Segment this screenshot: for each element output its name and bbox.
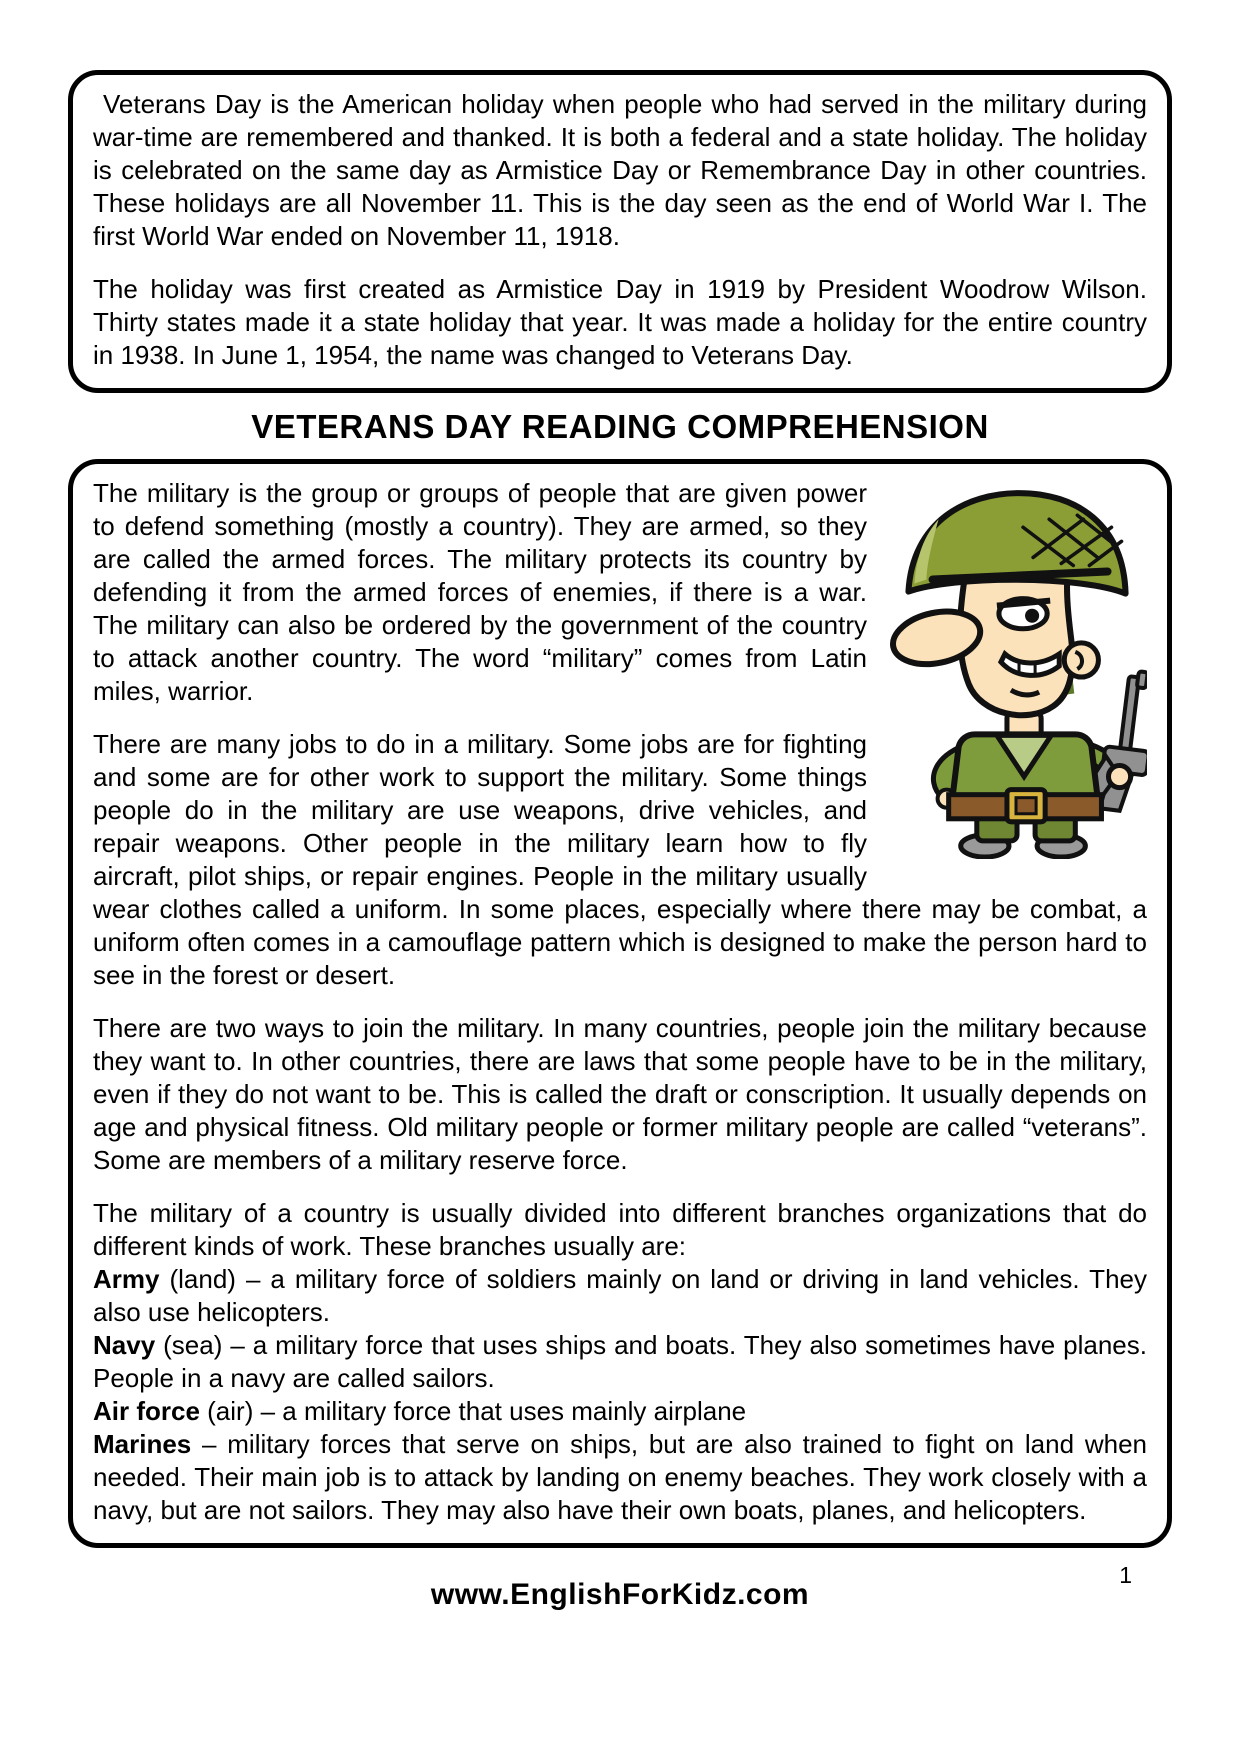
branch-text: (air) – a military force that uses mainly airplane bbox=[199, 1396, 747, 1426]
intro-paragraph: Veterans Day is the American holiday when people who had served in the military during war-time are remembered and thanked. It is both a federal and a state holiday. The holiday is celebrated on the same day as Armistice Day or Remembrance Day in other countries. These holidays are all November 11. This is the day seen as the end of World War I. The first World War ended on November 11, 1918. bbox=[93, 89, 1147, 251]
branch-text: – military forces that serve on ships, but are also trained to fight on land when needed. Their main job is to attack by landing on enemy beaches. They work closely with a navy, but are not sailors. They may also have their own boats, planes, and helicopters. bbox=[93, 1429, 1147, 1525]
reading-paragraph: The military of a country is usually divided into different branches organizations that do different kinds of work. These branches usually are: bbox=[93, 1198, 1147, 1261]
soldier-cartoon-svg bbox=[883, 477, 1147, 859]
branch-name: Navy bbox=[93, 1330, 156, 1360]
soldier-pupil bbox=[1025, 609, 1039, 623]
reading-paragraph: The military is the group or groups of people that are given power to defend something (mostly a country). They are armed, so they are called the armed forces. The military protects its country by defending it from the armed forces of enemies, if there is a war. The military can also be ordered by the government of the country to attack another country. The word “military” comes from Latin miles, warrior. bbox=[93, 478, 867, 706]
website-link: www.EnglishForKidz.com bbox=[430, 1578, 810, 1611]
reading-paragraph: There are two ways to join the military. In many countries, people join the military because they want to. In other countries, there are laws that some people have to be in the military, even if they do not want to be. This is called the draft or conscription. It usually depends on age and physical fitness. Old military people or former military people are called “veterans”. Some are members of a military reserve force. bbox=[93, 1013, 1147, 1175]
branch-item-marines bbox=[93, 1428, 1147, 1527]
branch-text: (sea) – a military force that uses ships and boats. They also sometimes have planes. People in a navy are called sailors. bbox=[93, 1330, 1147, 1393]
page-title: VETERANS DAY READING COMPREHENSION bbox=[251, 408, 989, 445]
intro-paragraph: The holiday was first created as Armistice Day in 1919 by President Woodrow Wilson. Thirty states made it a state holiday that year. It was made a holiday for the entire country in 1938. In June 1, 1954, the name was changed to Veterans Day. bbox=[93, 274, 1147, 370]
soldier-buckle-inner bbox=[1016, 798, 1036, 814]
intro-text-box bbox=[68, 70, 1172, 393]
branch-name: Army bbox=[93, 1264, 160, 1294]
branch-item-air-force bbox=[93, 1395, 1147, 1428]
page-number: 1 bbox=[1119, 1562, 1132, 1588]
soldier-right-hand bbox=[1108, 766, 1130, 788]
branch-name: Air force bbox=[93, 1396, 200, 1426]
reading-paragraph: There are many jobs to do in a military. Some jobs are for fighting and some are for other work to support the military. Some things people do in the military are use weapons, drive vehicles, and repair weapons. Other people in the military learn how to fly aircraft, pilot ships, or repair engines. People in the military usually wear clothes called a uniform. In some places, especially where there may be combat, a uniform often comes in a camouflage pattern which is designed to make the person hard to see in the forest or desert. bbox=[93, 729, 1147, 990]
branch-item-navy bbox=[93, 1329, 1147, 1395]
page-footer bbox=[68, 1564, 1172, 1634]
reading-text-box bbox=[68, 459, 1172, 1548]
soldier-cartoon-illustration bbox=[883, 477, 1147, 859]
branch-item-army bbox=[93, 1263, 1147, 1329]
branch-text: (land) – a military force of soldiers mainly on land or driving in land vehicles. They also use helicopters. bbox=[93, 1264, 1147, 1327]
branch-name: Marines bbox=[93, 1429, 192, 1459]
